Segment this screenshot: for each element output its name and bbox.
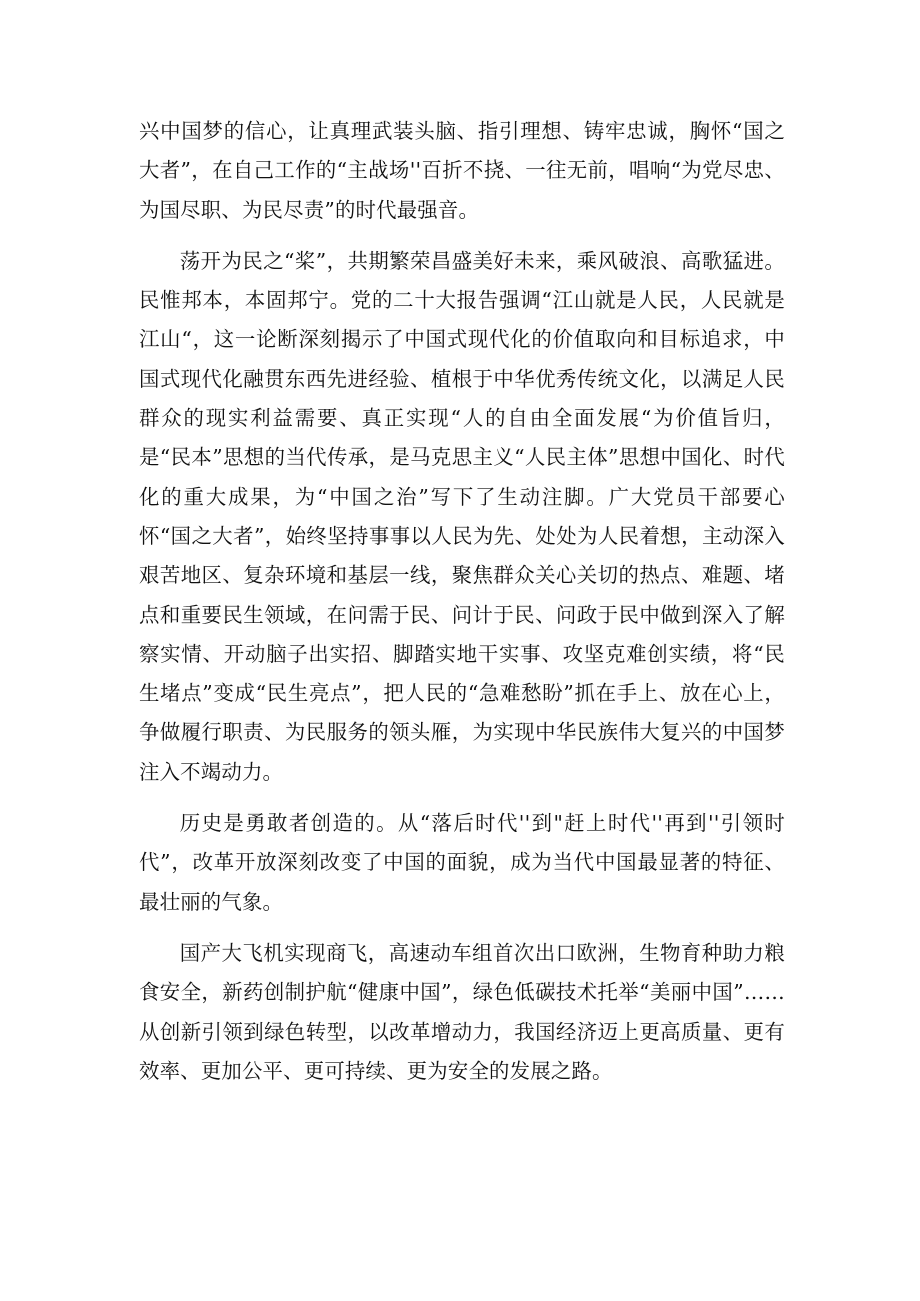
paragraph-1: 兴中国梦的信心，让真理武装头脑、指引理想、铸牢忠诚，胸怀“国之大者”，在自己工作的“主战场''百折不挠、一往无前，唱响“为党尽忠、为国尽职、为民尽责”的时代最强音。 [139,119,785,222]
paragraph-3: 历史是勇敢者创造的。从“落后时代''到"赶上时代''再到''引领时代”，改革开放深刻改变了中国的面貌，成为当代中国最显著的特征、最壮丽的气象。 [139,811,785,914]
document-body [139,112,785,1091]
paragraph-4: 国产大飞机实现商飞，高速动车组首次出口欧洲，生物育种助力粮食安全，新药创制护航“健康中国”，绿色低碳技术托举“美丽中国”……从创新引领到绿色转型，以改革增动力，我国经济迈上更高质量、更有效率、更加公平、更可持续、更为安全的发展之路。 [139,940,785,1083]
paragraph-2: 荡开为民之“桨”，共期繁荣昌盛美好未来，乘风破浪、高歌猛进。民惟邦本，本固邦宁。党的二十大报告强调“江山就是人民，人民就是江山“，这一论断深刻揭示了中国式现代化的价值取向和目标追求，中国式现代化融贯东西先进经验、植根于中华优秀传统文化，以满足人民群众的现实利益需要、真正实现“人的自由全面发展“为价值旨归，是“民本”思想的当代传承，是马克思主义“人民主体”思想中国化、时代化的重大成果，为“中国之治”写下了生动注脚。广大党员干部要心怀“国之大者”，始终坚持事事以人民为先、处处为人民着想，主动深入艰苦地区、复杂环境和基层一线，聚焦群众关心关切的热点、难题、堵点和重要民生领域，在问需于民、问计于民、问政于民中做到深入了解察实情、开动脑子出实招、脚踏实地干实事、攻坚克难创实绩，将“民生堵点”变成“民生亮点”，把人民的“急难愁盼”抓在手上、放在心上，争做履行职责、为民服务的领头雁，为实现中华民族伟大复兴的中国梦注入不竭动力。 [139,248,785,784]
